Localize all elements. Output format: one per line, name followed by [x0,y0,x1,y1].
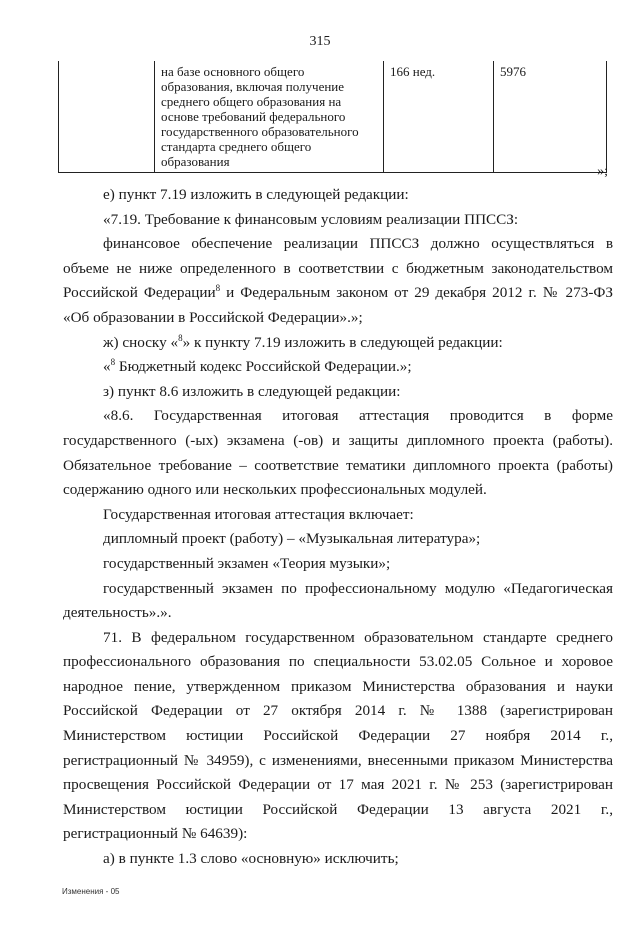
paragraph-gia-includes: Государственная итоговая аттестация включает: [103,505,414,523]
table-row [59,61,607,173]
footnote-ref-8: 8 [178,332,183,343]
paragraph-financial-text-a: финансовое обеспечение реализации ППССЗ должно осуществляться в объеме не ниже определенного в соответствии с бюджетным законодательством Российской Федерации [63,235,613,302]
page-number: 315 [309,34,331,49]
footer-label: Изменения - 05 [62,887,120,896]
table-closing-quote: »; [597,164,608,179]
paragraph-financial [63,232,613,330]
paragraph-diploma-project: дипломный проект (работу) – «Музыкальная литература»; [103,530,481,548]
paragraph-item-zh-text-b: » к пункту 7.19 изложить в следующей редакции: [182,333,503,351]
table-cell-duration: 166 нед. [384,61,494,173]
paragraph-item-zh [63,331,613,356]
footnote-ref-8: 8 [110,357,116,368]
table-cell-description: на базе основного общего образования, включая получение среднего общего образования на основе требований федерального государственного образовательного стандарта среднего общего образования [155,61,384,173]
paragraph-footnote-8 [63,355,613,380]
table-cell-empty [59,61,155,173]
continuation-table [58,61,607,173]
table-cell-hours: 5976 [494,61,607,173]
paragraph-item-e: е) пункт 7.19 изложить в следующей редакции: [103,186,409,203]
paragraph-footnote-text-a: « [103,358,111,376]
paragraph-item-z: з) пункт 8.6 изложить в следующей редакции: [103,382,401,400]
paragraph-8-6: «8.6. Государственная итоговая аттестация проводится в форме государственного (-ых) экзамена (-ов) и защиты дипломного проекта (работы). Обязательное требование – соответствие тематики дипломного проекта (работы) содержанию одного или нескольких профессиональных модулей. [63,407,613,499]
paragraph-financial-text-b: и Федеральным законом от 29 декабря 2012 г. № 273-ФЗ «Об образовании в Российской Федерации».»; [63,284,613,326]
paragraph-item-a: а) в пункте 1.3 слово «основную» исключить; [103,850,399,868]
paragraph-theory-exam: государственный экзамен «Теория музыки»; [103,554,391,572]
paragraph-pedagogy-exam: государственный экзамен по профессиональному модулю «Педагогическая деятельность».». [63,579,613,622]
paragraph-item-zh-text-a: ж) сноску « [103,333,179,351]
document-body [63,183,613,872]
paragraph-7-19-title: «7.19. Требование к финансовым условиям реализации ППССЗ: [103,210,519,228]
paragraph-footnote-text-b: Бюджетный кодекс Российской Федерации.»; [115,358,412,376]
paragraph-71: 71. В федеральном государственном образовательном стандарте среднего профессионального образования по специальности 53.02.05 Сольное и хоровое народное пение, утвержденном приказом Министерства образования и науки Российской Федерации от 27 октября 2014 г. № 1388 (зарегистрирован Министерством юстиции Российской Федерации 27 ноября 2014 г., регистрационный № 34959), с изменениями, внесенными приказом Министерства просвещения Российской Федерации от 17 мая 2021 г. № 253 (зарегистрирован Министерством юстиции Российской Федерации 13 августа 2021 г., регистрационный № 64639): [63,628,613,843]
footnote-ref-8: 8 [215,283,221,294]
